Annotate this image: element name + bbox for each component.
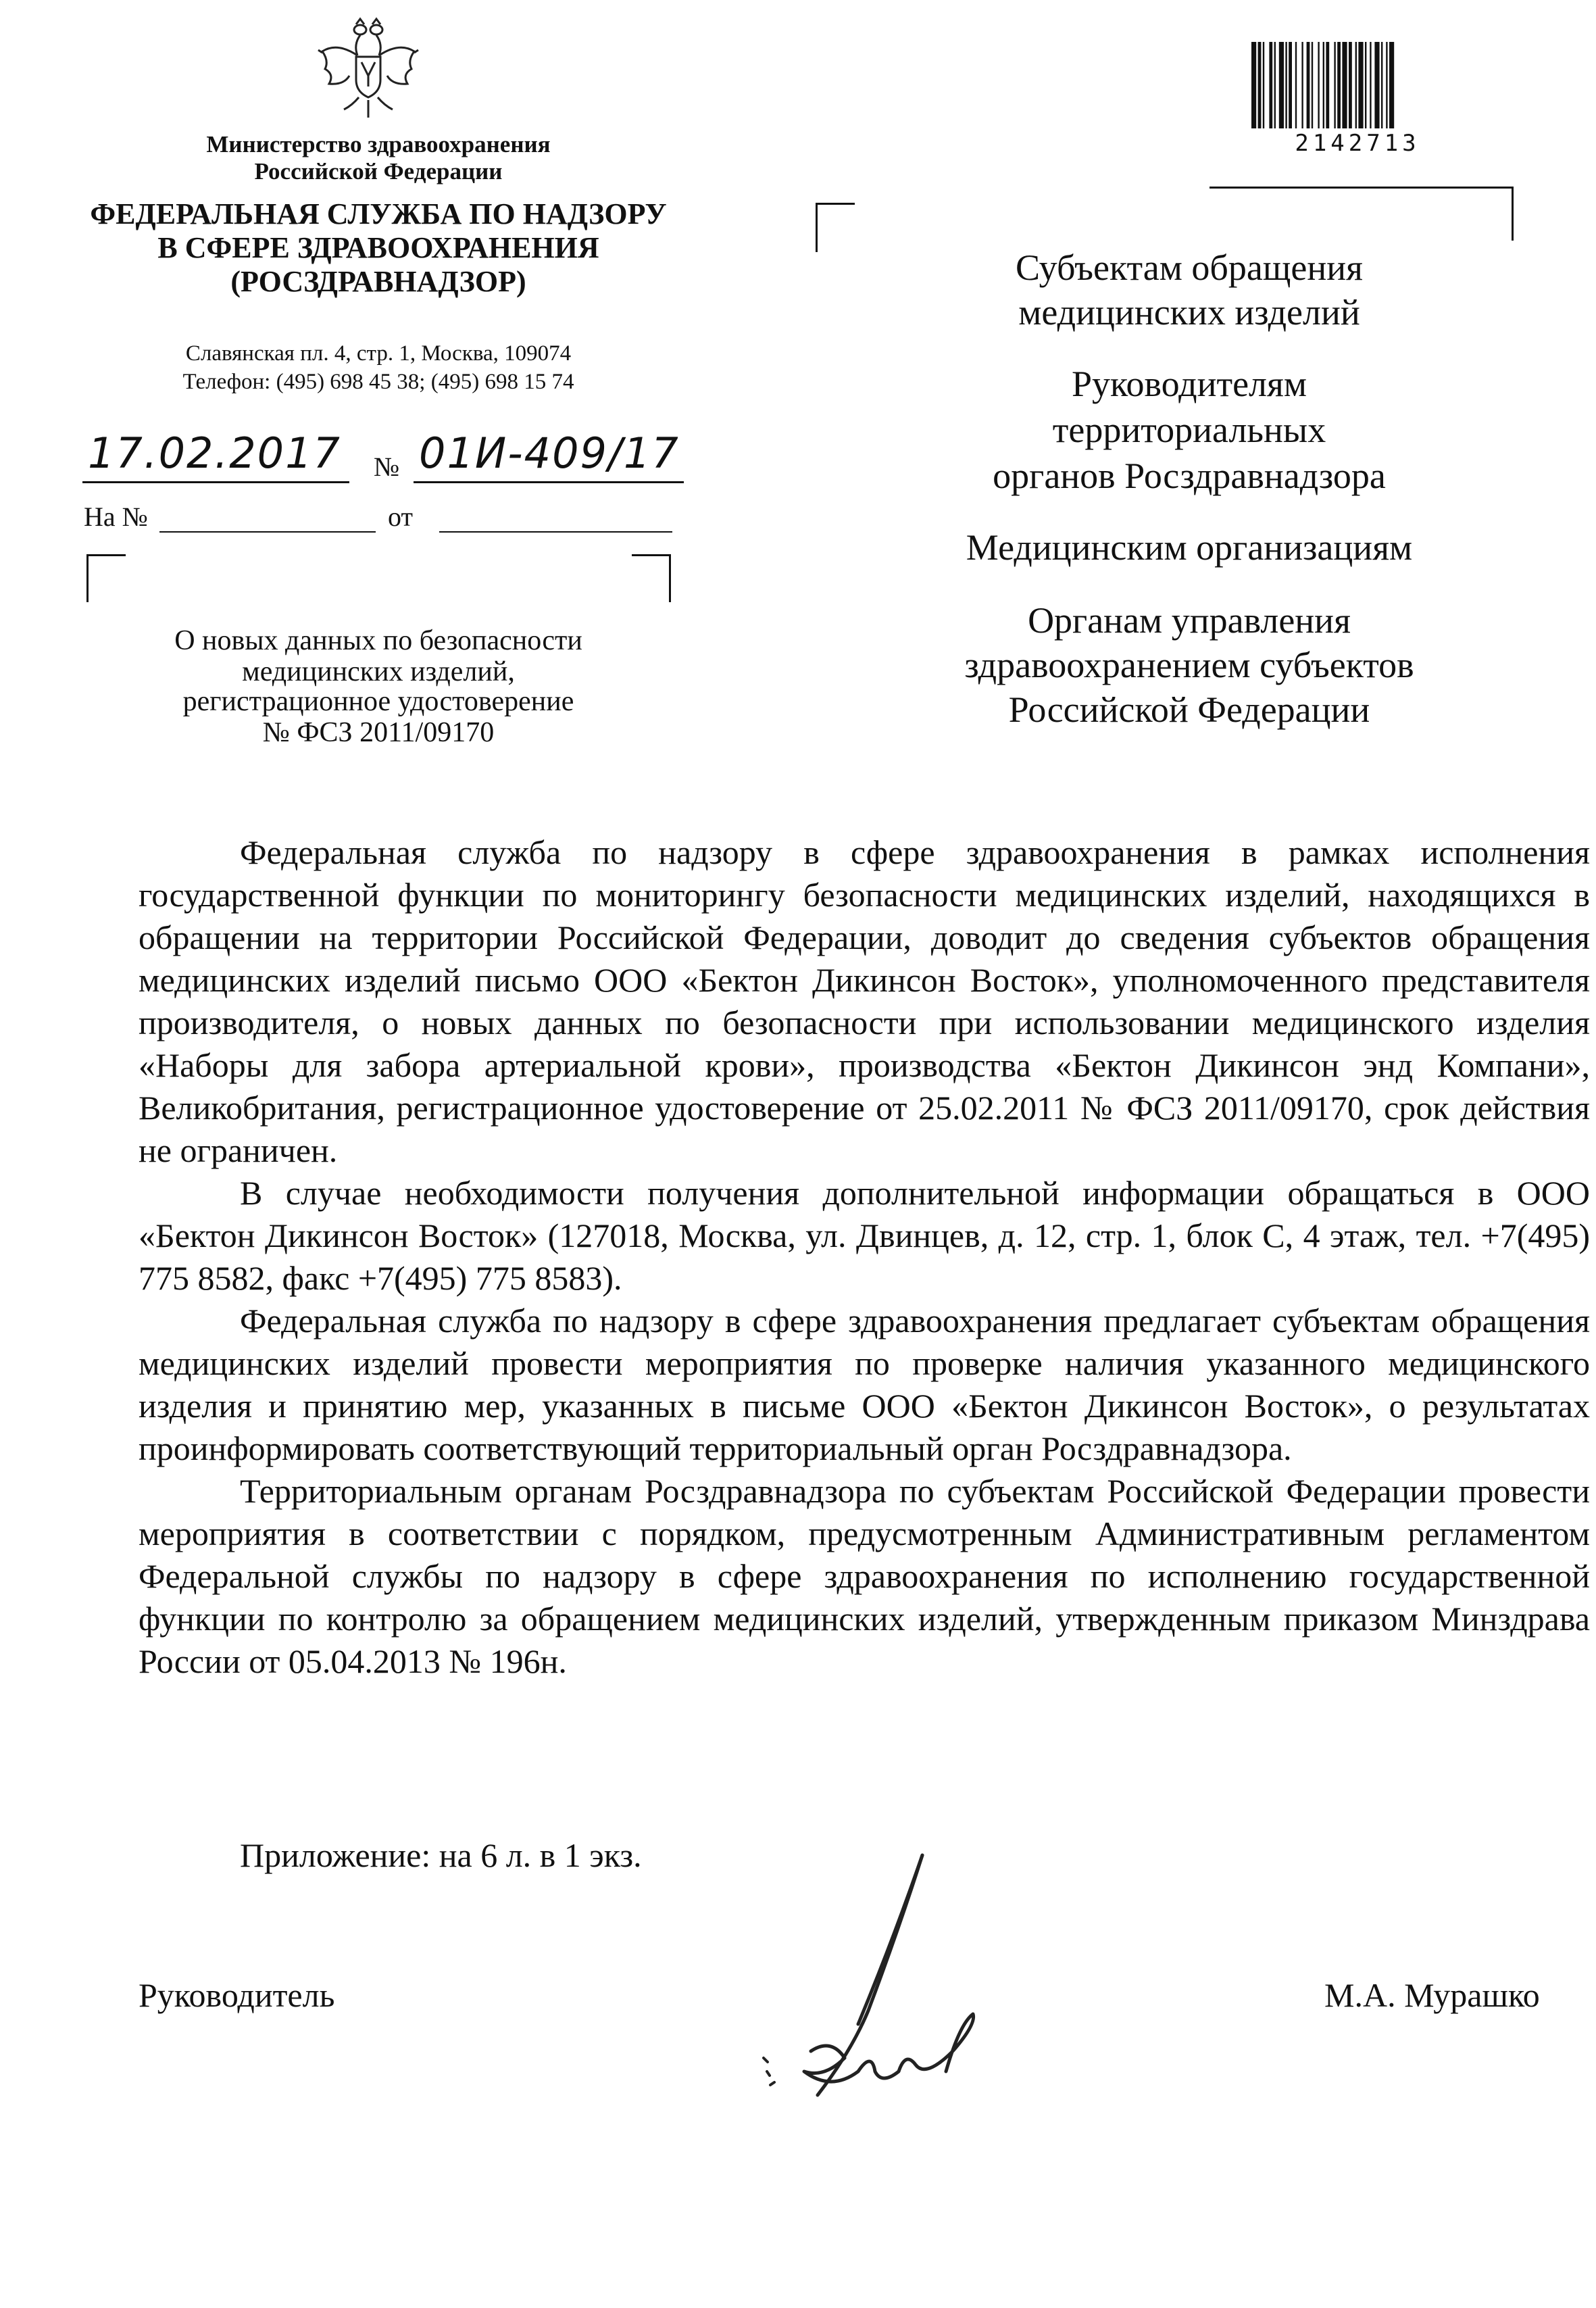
barcode-number: 2142713 <box>1295 130 1420 157</box>
registration-number-label: № <box>374 451 400 482</box>
body-paragraph-2: В случае необходимости получения дополнительной информации обращаться в ООО «Бектон Дикинсон Восток» (127018, Москва, ул. Двинцев, д. 12, стр. 1, блок С, 4 этаж, тел. +7(495) 775 8582, факс +7(495) 775 8583). <box>139 1174 1590 1297</box>
subject-corner-left <box>86 554 126 602</box>
body-paragraph-4: Территориальным органам Росздравнадзора по субъектам Российской Федерации провести мероприятия в соответствии с порядком, предусмотренным Административным регламентом Федеральной службы по надзору в сфере здравоохранения по исполнению государственной функции по контролю за обращением медицинских изделий, утвержденным приказом Минздрава России от 05.04.2013 № 196н. <box>139 1472 1590 1680</box>
service-name-line1: ФЕДЕРАЛЬНАЯ СЛУЖБА ПО НАДЗОРУ <box>90 197 667 230</box>
recipient-2-line1: Руководителям <box>1072 364 1307 404</box>
recipient-2-line2: территориальных <box>1052 410 1326 450</box>
registration-date: 17.02.2017 <box>88 428 341 478</box>
service-address: Славянская пл. 4, стр. 1, Москва, 109074 <box>185 341 572 366</box>
state-emblem-icon <box>314 15 422 123</box>
reply-to-label: На № <box>84 501 148 532</box>
service-phone: Телефон: (495) 698 45 38; (495) 698 15 74 <box>182 370 574 394</box>
subject-corner-right <box>632 554 671 602</box>
handwritten-signature-icon <box>730 1848 1014 2132</box>
body-paragraph-3: Федеральная служба по надзору в сфере здравоохранения предлагает субъектам обращения медицинских изделий провести мероприятия по проверке наличия указанного медицинского изделия и принятию мер, указанных в письме ООО «Бектон Дикинсон Восток», о результатах проинформировать соответствующий территориальный орган Росздравнадзора. <box>139 1302 1590 1467</box>
recipient-1-line1: Субъектам обращения <box>1015 247 1364 288</box>
subject-line3: регистрационное удостоверение <box>182 686 574 717</box>
recipient-3-line1: Медицинским организациям <box>966 527 1413 568</box>
letter-body <box>139 831 1590 1683</box>
addressee-corner-right <box>1512 187 1514 241</box>
service-name-line2: В СФЕРЕ ЗДРАВООХРАНЕНИЯ <box>157 231 599 264</box>
recipient-4-line3: Российской Федерации <box>1008 689 1370 730</box>
date-underline <box>82 481 349 483</box>
recipient-4-line2: здравоохранением субъектов <box>964 645 1414 685</box>
body-paragraph-1: Федеральная служба по надзору в сфере здравоохранения в рамках исполнения государственной функции по мониторингу безопасности медицинских изделий, находящихся в обращении на территории Российской Федерации, доводит до сведения субъектов обращения медицинских изделий письмо ООО «Бектон Дикинсон Восток», уполномоченного представителя производителя, о новых данных по безопасности при использовании медицинского изделия «Наборы для забора артериальной крови», производства «Бектон Дикинсон энд Компани», Великобритания, регистрационное удостоверение от 25.02.2011 № ФСЗ 2011/09170, срок действия не ограничен. <box>139 833 1590 1169</box>
subject-line1: О новых данных по безопасности <box>174 625 582 656</box>
signatory-name: М.А. Мурашко <box>1324 1976 1540 2014</box>
addressee-top-line <box>1210 187 1514 189</box>
addressee-corner-left <box>816 203 855 252</box>
ministry-name-line1: Министерство здравоохранения <box>206 131 551 157</box>
subject-line4: № ФСЗ 2011/09170 <box>262 717 495 748</box>
recipient-2-line3: органов Росздравнадзора <box>993 456 1386 496</box>
annex-note: Приложение: на 6 л. в 1 экз. <box>240 1836 642 1874</box>
number-underline <box>414 481 684 483</box>
recipient-1-line2: медицинских изделий <box>1018 292 1360 333</box>
recipient-4-line1: Органам управления <box>1028 600 1351 641</box>
ministry-name-line2: Российской Федерации <box>254 158 503 185</box>
registration-number: 01И-409/17 <box>419 428 680 478</box>
from-label: от <box>388 501 413 532</box>
reply-to-line <box>159 531 376 533</box>
from-line <box>439 531 672 533</box>
barcode-icon <box>1249 42 1466 128</box>
subject-line2: медицинских изделий, <box>242 656 515 687</box>
signatory-title: Руководитель <box>139 1976 335 2014</box>
service-name-line3: (РОСЗДРАВНАДЗОР) <box>230 265 526 298</box>
